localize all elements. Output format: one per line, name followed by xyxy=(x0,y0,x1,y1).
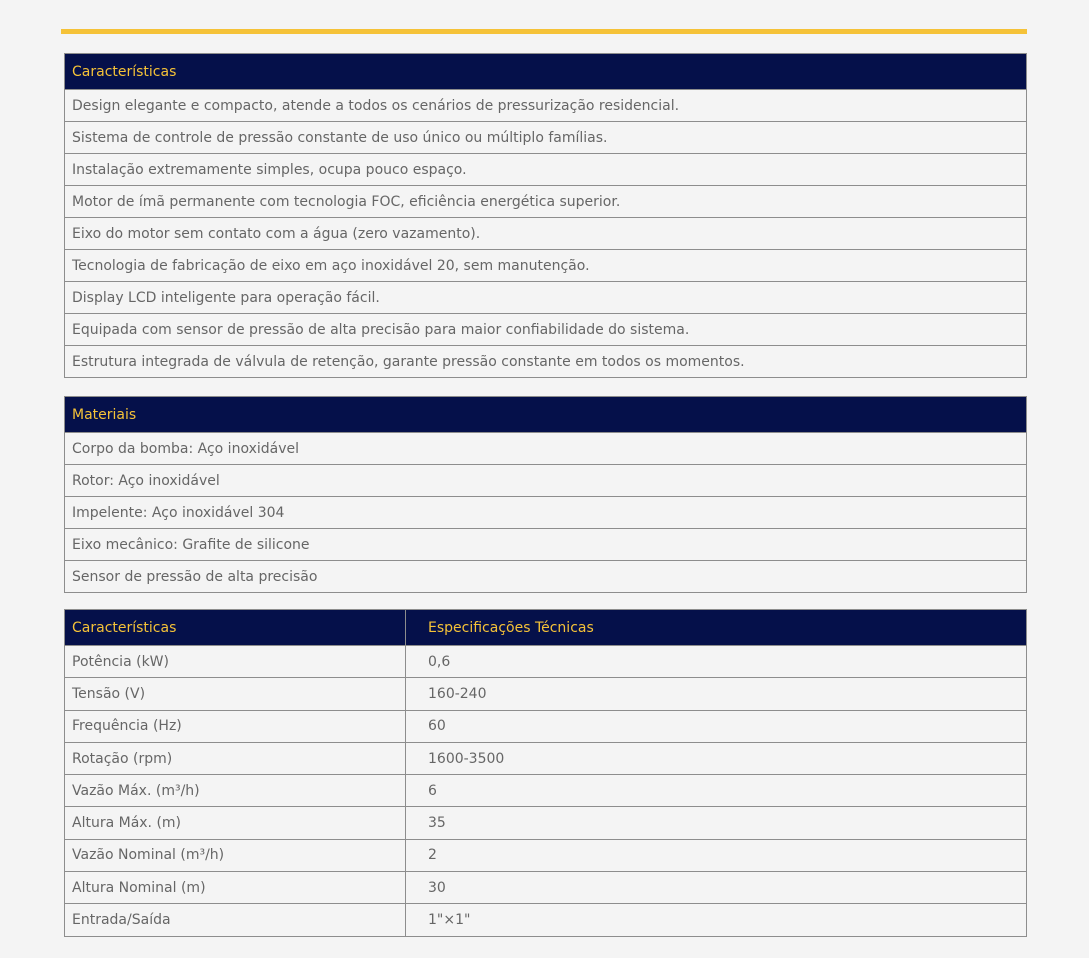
material-item: Sensor de pressão de alta precisão xyxy=(65,561,1027,593)
table-row xyxy=(65,218,1027,250)
feature-item: Estrutura integrada de válvula de retenção, garante pressão constante em todos os momentos. xyxy=(65,346,1027,378)
material-item: Impelente: Aço inoxidável 304 xyxy=(65,497,1027,529)
feature-item: Motor de ímã permanente com tecnologia FOC, eficiência energética superior. xyxy=(65,186,1027,218)
table-row xyxy=(65,154,1027,186)
table-row xyxy=(65,839,1027,871)
table-row xyxy=(65,742,1027,774)
spec-value: 1"×1" xyxy=(406,904,1027,936)
spec-label: Vazão Máx. (m³/h) xyxy=(65,775,406,807)
spec-label: Altura Nominal (m) xyxy=(65,872,406,904)
table-row xyxy=(65,433,1027,465)
material-item: Eixo mecânico: Grafite de silicone xyxy=(65,529,1027,561)
spec-label: Entrada/Saída xyxy=(65,904,406,936)
spec-value: 1600-3500 xyxy=(406,742,1027,774)
table-row xyxy=(65,646,1027,678)
material-item: Rotor: Aço inoxidável xyxy=(65,465,1027,497)
table-row xyxy=(65,678,1027,710)
spec-value: 160-240 xyxy=(406,678,1027,710)
spec-value: 30 xyxy=(406,872,1027,904)
spec-label: Rotação (rpm) xyxy=(65,742,406,774)
table-row xyxy=(65,186,1027,218)
feature-item: Eixo do motor sem contato com a água (zero vazamento). xyxy=(65,218,1027,250)
specs-table xyxy=(64,609,1027,937)
table-row xyxy=(65,90,1027,122)
materials-header: Materiais xyxy=(65,397,1027,433)
features-table xyxy=(64,53,1027,378)
table-row xyxy=(65,807,1027,839)
table-row xyxy=(65,775,1027,807)
spec-value: 6 xyxy=(406,775,1027,807)
spec-label: Frequência (Hz) xyxy=(65,710,406,742)
materials-header-row xyxy=(65,397,1027,433)
table-row xyxy=(65,710,1027,742)
features-header-row xyxy=(65,54,1027,90)
table-row xyxy=(65,872,1027,904)
table-row xyxy=(65,497,1027,529)
spec-value: 0,6 xyxy=(406,646,1027,678)
materials-table xyxy=(64,396,1027,593)
table-row xyxy=(65,904,1027,936)
feature-item: Instalação extremamente simples, ocupa pouco espaço. xyxy=(65,154,1027,186)
table-row xyxy=(65,122,1027,154)
table-row xyxy=(65,346,1027,378)
spec-value: 2 xyxy=(406,839,1027,871)
feature-item: Tecnologia de fabricação de eixo em aço inoxidável 20, sem manutenção. xyxy=(65,250,1027,282)
features-header: Características xyxy=(65,54,1027,90)
accent-bar xyxy=(61,29,1027,34)
spec-label: Tensão (V) xyxy=(65,678,406,710)
specs-header-characteristics: Características xyxy=(65,610,406,646)
spec-value: 60 xyxy=(406,710,1027,742)
spec-label: Potência (kW) xyxy=(65,646,406,678)
feature-item: Design elegante e compacto, atende a todos os cenários de pressurização residencial. xyxy=(65,90,1027,122)
material-item: Corpo da bomba: Aço inoxidável xyxy=(65,433,1027,465)
table-row xyxy=(65,529,1027,561)
specs-header-row xyxy=(65,610,1027,646)
table-row xyxy=(65,250,1027,282)
feature-item: Sistema de controle de pressão constante de uso único ou múltiplo famílias. xyxy=(65,122,1027,154)
specs-header-technical: Especificações Técnicas xyxy=(406,610,1027,646)
spec-value: 35 xyxy=(406,807,1027,839)
feature-item: Equipada com sensor de pressão de alta precisão para maior confiabilidade do sistema. xyxy=(65,314,1027,346)
table-row xyxy=(65,282,1027,314)
table-row xyxy=(65,314,1027,346)
spec-label: Vazão Nominal (m³/h) xyxy=(65,839,406,871)
spec-label: Altura Máx. (m) xyxy=(65,807,406,839)
table-row xyxy=(65,561,1027,593)
table-row xyxy=(65,465,1027,497)
feature-item: Display LCD inteligente para operação fácil. xyxy=(65,282,1027,314)
